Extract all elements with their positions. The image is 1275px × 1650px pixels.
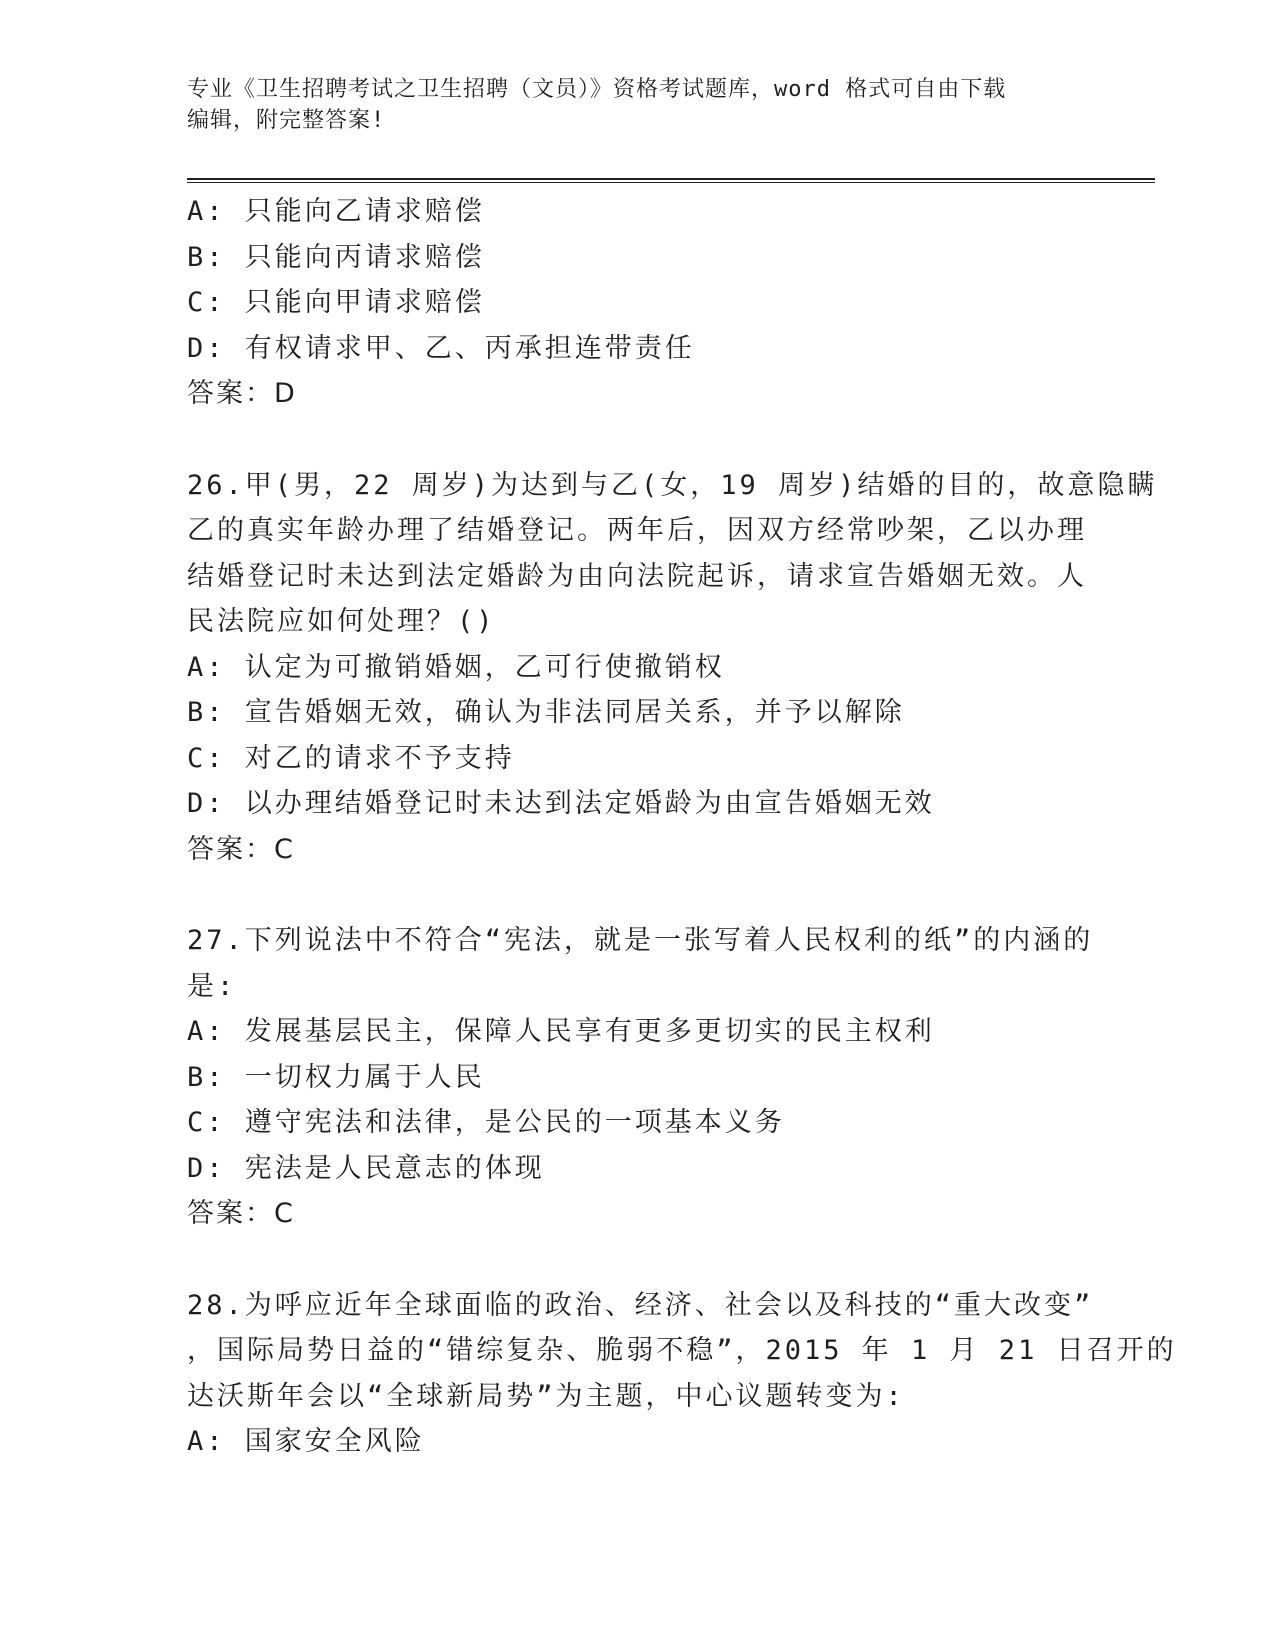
question-spacer [187,1237,1087,1283]
question-stem-line: 达沃斯年会以“全球新局势”为主题，中心议题转变为: [187,1380,905,1412]
question-stem-line: 是: [187,970,237,1002]
question-28 [187,1283,1177,1465]
question-stem-line: 28.为呼应近年全球面临的政治、经济、社会以及科技的“重大改变” [187,1289,1094,1321]
option-b: B: 只能向丙请求赔偿 [187,241,485,273]
option-d: D: 以办理结婚登记时未达到法定婚龄为由宣告婚姻无效 [187,788,935,819]
question-stem-line: 乙的真实年龄办理了结婚登记。两年后，因双方经常吵架，乙以办理 [187,515,1087,546]
question-26 [187,463,1158,873]
option-a: A: 国家安全风险 [187,1426,425,1457]
header-line-2: 编辑，附完整答案! [187,108,386,133]
option-a: A: 只能向乙请求赔偿 [187,196,485,227]
option-b: B: 宣告婚姻无效，确认为非法同居关系，并予以解除 [187,697,905,728]
option-a: A: 认定为可撤销婚姻，乙可行使撤销权 [187,651,725,683]
option-d: D: 宪法是人民意志的体现 [187,1152,545,1184]
question-27 [187,918,1094,1237]
header-rule-thin [187,182,1155,183]
answer-label: 答案：C [187,1198,295,1229]
header-line-1: 专业《卫生招聘考试之卫生招聘（文员）》资格考试题库，word 格式可自由下载 [187,77,1007,102]
option-d: D: 有权请求甲、乙、丙承担连带责任 [187,332,695,364]
option-c: C: 遵守宪法和法律，是公民的一项基本义务 [187,1107,785,1138]
question-stem-line: ，国际局势日益的“错综复杂、脆弱不稳”，2015 年 1 月 21 日召开的 [187,1335,1177,1366]
answer-label: 答案：C [187,833,295,865]
option-b: B: 一切权力属于人民 [187,1061,485,1093]
question-content [187,189,1177,1465]
option-c: C: 对乙的请求不予支持 [187,742,515,774]
document-header [187,74,1087,136]
question-spacer [187,417,1087,463]
option-a: A: 发展基层民主，保障人民享有更多更切实的民主权利 [187,1016,935,1047]
question-stem-line: 结婚登记时未达到法定婚龄为由向法院起诉，请求宣告婚姻无效。人 [187,560,1087,592]
question-25 [187,189,1087,417]
header-rule-thick [187,178,1155,180]
question-stem-line: 民法院应如何处理？() [187,606,496,637]
question-stem-line: 26.甲(男，22 周岁)为达到与乙(女，19 周岁)结婚的目的，故意隐瞒 [187,469,1158,501]
question-stem-line: 27.下列说法中不符合“宪法，就是一张写着人民权利的纸”的内涵的 [187,925,1094,956]
answer-label: 答案：D [187,378,297,409]
option-c: C: 只能向甲请求赔偿 [187,287,485,318]
question-spacer [187,873,1087,919]
